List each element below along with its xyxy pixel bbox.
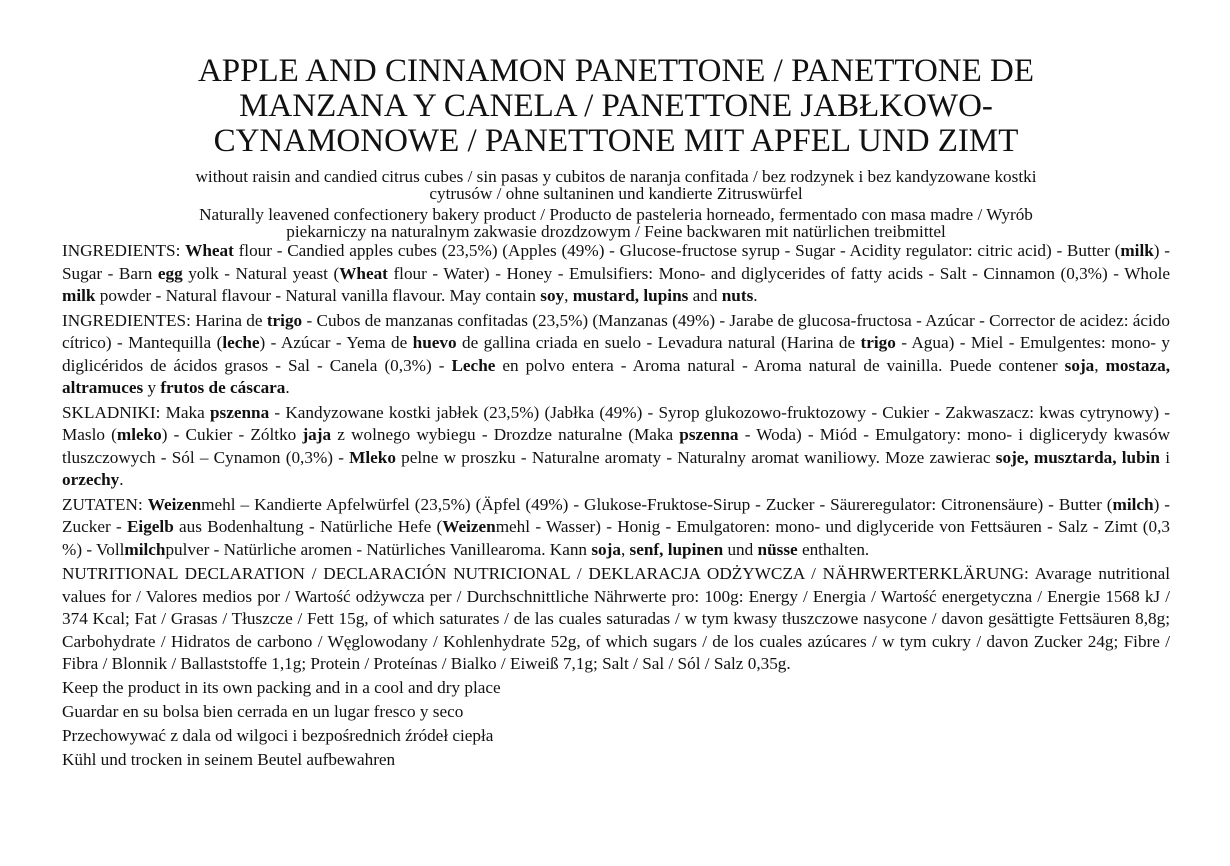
- allergen-text: orzechy: [62, 470, 120, 489]
- ingredient-text: enthalten.: [797, 539, 870, 559]
- ingredient-text: ,: [564, 286, 573, 305]
- title-line: APPLE AND CINNAMON PANETTONE / PANETTONE DE: [197, 53, 1035, 89]
- title-line: CYNAMONOWE / PANETTONE MIT APFEL UND ZIMT: [213, 123, 1019, 159]
- storage-instructions: [62, 676, 1170, 772]
- ingredient-text: ) - Azúcar - Yema de: [259, 333, 413, 352]
- allergen-text: nuts: [721, 286, 754, 305]
- allergen-text: Mleko: [349, 447, 396, 467]
- storage-en: Keep the product in its own packing and in a cool and dry place: [62, 677, 501, 697]
- ingredients-es: [62, 310, 1170, 400]
- ingredient-text: - Cubos de manzanas confitadas (23,5%) (Manzanas (49%) - Jarabe de glucosa-fructosa - Azúcar - Corrector de acidez: ácido cítrico) - Mantequilla (: [62, 310, 1171, 352]
- allergen-text: frutos de cáscara: [160, 378, 286, 397]
- ingredient-text: .: [753, 286, 758, 305]
- ingredient-text: INGREDIENTES: Harina de: [62, 310, 267, 330]
- product-title: [62, 54, 1170, 159]
- ingredient-text: yolk - Natural yeast (: [182, 263, 340, 283]
- allergen-text: trigo: [266, 310, 303, 330]
- ingredients-de: [62, 494, 1170, 562]
- ingredient-text: i: [1159, 447, 1170, 467]
- subtitle-line: without raisin and candied citrus cubes / sin pasas y cubitos de naranja confitada / bez rodzynek i bez kandyzowane kostki: [195, 167, 1037, 186]
- allergen-text: soja: [1064, 355, 1095, 375]
- ingredient-text: - Kandyzowane kostki jabłek (23,5%) (Jabłka (49%) - Syrop glukozowo-fruktozowy - Cukier - Zakwaszacz: kwas cytrynowy) - Maslo (: [62, 402, 1170, 444]
- subtitle-line: cytrusów / ohne sultaninen und kandierte Zitruswürfel: [429, 184, 803, 203]
- ingredient-text: flour - Candied apples cubes (23,5%) (Apples (49%) - Glucose-fructose syrup - Sugar - Acidity regulator: citric acid) - Butter (: [233, 241, 1121, 260]
- storage-pl: Przechowywać z dala od wilgoci i bezpośrednich źródeł ciepła: [62, 725, 494, 745]
- ingredient-text: SKLADNIKI: Maka: [62, 402, 210, 422]
- allergen-text: trigo: [860, 333, 896, 352]
- storage-es: Guardar en su bolsa bien cerrada en un lugar fresco y seco: [62, 701, 464, 721]
- allergen-text: mostaza, altramuces: [62, 355, 1171, 397]
- allergen-text: pszenna: [679, 425, 739, 444]
- allergen-text: leche: [222, 333, 260, 352]
- allergen-text: pszenna: [209, 402, 270, 422]
- ingredient-text: and: [688, 286, 722, 305]
- allergen-text: soja: [591, 539, 621, 559]
- ingredient-text: - Agua) - Miel - Emulgentes: mono- y diglicéridos de ácidos grasos - Sal - Canela (0,3%) -: [62, 333, 1171, 375]
- allergen-text: mustard, lupins: [572, 286, 689, 305]
- allergen-text: Wheat: [185, 241, 234, 260]
- ingredient-text: flour - Water) - Honey - Emulsifiers: Mono- and diglycerides of fatty acids - Salt - Cinnamon (0,3%) - Whole: [387, 263, 1171, 283]
- ingredient-text: ,: [620, 539, 630, 559]
- ingredient-text: mehl – Kandierte Apfelwürfel (23,5%) (Äpfel (49%) - Glukose-Fruktose-Sirup - Zucker - Säureregulator: Citronensäure) - Butter (: [201, 494, 1113, 514]
- ingredient-text: y: [143, 378, 161, 397]
- allergen-text: egg: [157, 263, 183, 283]
- allergen-text: nüsse: [757, 539, 798, 559]
- allergen-text: milch: [1112, 494, 1154, 514]
- ingredient-text: - Woda) - Miód - Emulgatory: mono- i diglicerydy kwasów tluszczowych - Sól – Cynamon (0,3%) -: [62, 425, 1170, 467]
- ingredient-text: mehl - Wasser) - Honig - Emulgatoren: mono- und diglyceride von Fettsäuren - Salz - Zimt (0,3 %) - Voll: [62, 517, 1170, 559]
- ingredients-en: [62, 240, 1170, 308]
- allergen-text: milk: [62, 286, 96, 305]
- ingredient-text: .: [285, 378, 290, 397]
- ingredient-text: pulver - Natürliche aromen - Natürliches Vanillearoma. Kann: [165, 539, 592, 559]
- allergen-text: Wheat: [339, 263, 388, 283]
- ingredient-text: pelne w proszku - Naturalne aromaty - Naturalny aromat waniliowy. Moze zawierac: [395, 447, 996, 467]
- title-line: MANZANA Y CANELA / PANETTONE JABŁKOWO-: [239, 88, 993, 124]
- description-line: piekarniczy na naturalnym zakwasie drozdzowym / Feine backwaren mit natürlichen treibmittel: [286, 222, 946, 241]
- allergen-text: milch: [124, 539, 166, 559]
- description-line: Naturally leavened confectionery bakery product / Producto de pasteleria horneado, fermentado con masa madre / Wyrób: [199, 205, 1033, 224]
- ingredient-text: aus Bodenhaltung - Natürliche Hefe (: [173, 517, 443, 536]
- ingredient-text: .: [119, 470, 124, 489]
- storage-de: Kühl und trocken in seinem Beutel aufbewahren: [62, 749, 396, 769]
- ingredient-text: ) - Sugar - Barn: [62, 241, 1170, 283]
- allergen-text: jaja: [302, 425, 332, 444]
- allergen-text: soje, musztarda, lubin: [995, 447, 1160, 467]
- ingredient-text: en polvo entera - Aroma natural - Aroma natural de vainilla. Puede contener: [495, 355, 1065, 375]
- product-subtitle: [62, 168, 1170, 202]
- ingredient-text: ) - Cukier - Zóltko: [161, 425, 303, 444]
- ingredient-text: powder - Natural flavour - Natural vanilla flavour. May contain: [95, 286, 541, 305]
- ingredients-pl: [62, 402, 1170, 492]
- allergen-text: Leche: [451, 355, 496, 375]
- allergen-text: Weizen: [442, 517, 496, 536]
- ingredient-text: und: [723, 539, 758, 559]
- product-label: [62, 0, 1170, 772]
- allergen-text: mleko: [116, 425, 162, 444]
- allergen-text: soy: [540, 286, 565, 305]
- ingredient-text: INGREDIENTS:: [62, 241, 186, 260]
- allergen-text: milk: [1120, 241, 1154, 260]
- allergen-text: huevo: [412, 333, 457, 352]
- nutrition-declaration: NUTRITIONAL DECLARATION / DECLARACIÓN NUTRICIONAL / DEKLARACJA ODŻYWCZA / NÄHRWERTERKLÄRUNG: Avarage nutritional values for / Valores medios por / Wartość odżywcza per / Durchschnittliche Nährwerte pro: 100g: Energy / Energia / Wartość energetyczna / Energie 1568 kJ / 374 Kcal; Fat / Grasas / Tłuszcze / Fett 15g, of which saturates / de las cuales saturadas / w tym kwasy tłuszczowe nasycone / davon gesättigte Fettsäuren 8,8g; Carbohydrate / Hidratos de carbono / Węglowodany / Kohlenhydrate 52g, of which sugars / de los cuales azúcares / w tym cukry / davon Zucker 24g; Fibre / Fibra / Blonnik / Ballaststoffe 1,1g; Protein / Proteínas / Bialko / Eiweiß 7,1g; Salt / Sal / Sól / Salz 0,35g.: [62, 564, 1170, 673]
- allergen-text: Eigelb: [126, 517, 174, 536]
- ingredient-text: ) - Zucker -: [62, 494, 1171, 536]
- product-description: [62, 206, 1170, 240]
- ingredient-text: z wolnego wybiegu - Drozdze naturalne (Maka: [331, 425, 680, 444]
- ingredient-text: de gallina criada en suelo - Levadura natural (Harina de: [456, 333, 861, 352]
- ingredient-text: ZUTATEN:: [62, 494, 148, 514]
- ingredient-text: ,: [1094, 355, 1106, 375]
- allergen-text: Weizen: [147, 494, 202, 514]
- allergen-text: senf, lupinen: [629, 539, 724, 559]
